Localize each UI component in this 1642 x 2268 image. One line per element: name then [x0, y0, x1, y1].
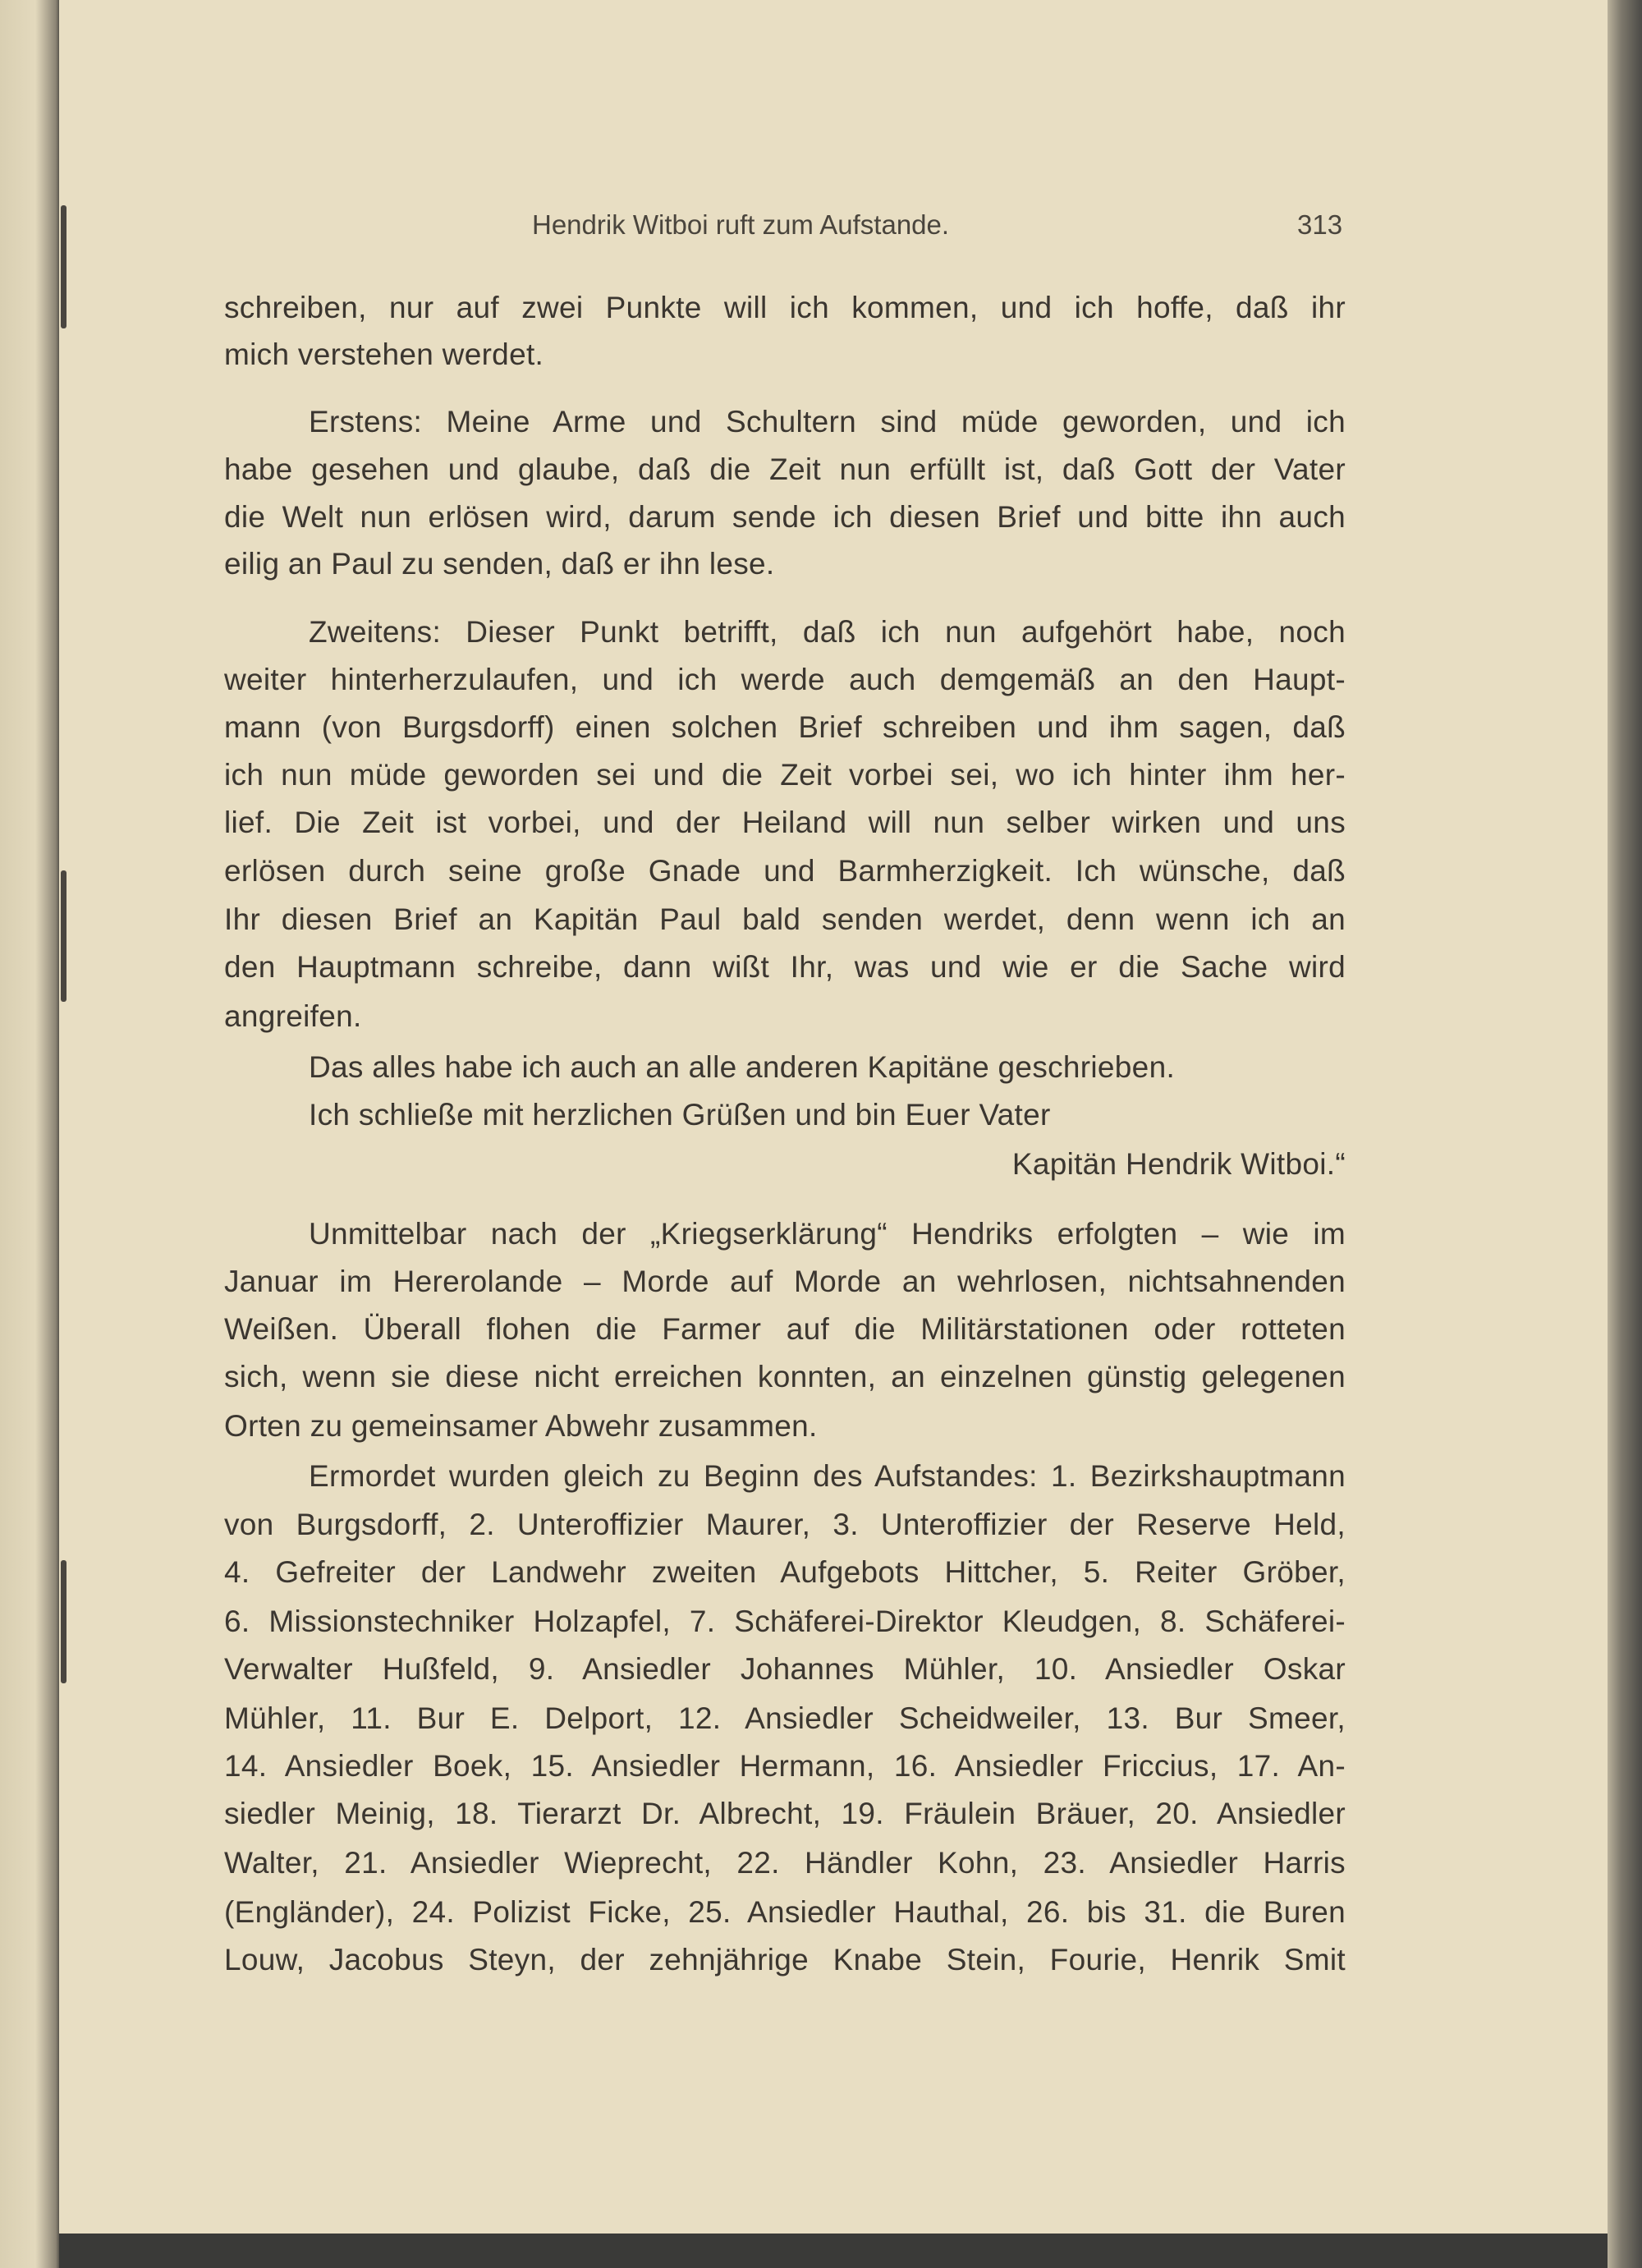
text-line: mich verstehen werdet.	[224, 337, 544, 371]
text-line: Ihr diesen Brief an Kapitän Paul bald senden werdet, denn wenn ich an	[224, 902, 1346, 936]
binding-edge	[0, 0, 59, 2268]
binding-mark	[61, 870, 67, 1002]
text-line: den Hauptmann schreibe, dann wißt Ihr, was und wie er die Sache wird	[224, 950, 1346, 984]
text-line: Walter, 21. Ansiedler Wieprecht, 22. Händler Kohn, 23. Ansiedler Harris	[224, 1846, 1346, 1880]
text-line: Mühler, 11. Bur E. Delport, 12. Ansiedler Scheidweiler, 13. Bur Smeer,	[224, 1701, 1346, 1735]
text-line: Orten zu gemeinsamer Abwehr zusammen.	[224, 1409, 818, 1443]
text-line: Weißen. Überall flohen die Farmer auf die Militärstationen oder rotteten	[224, 1312, 1346, 1346]
text-line: Unmittelbar nach der „Kriegserklärung“ Hendriks erfolgten – wie im	[309, 1217, 1346, 1251]
text-line: angreifen.	[224, 999, 362, 1033]
binding-mark	[61, 205, 67, 328]
text-line: 14. Ansiedler Boek, 15. Ansiedler Hermann, 16. Ansiedler Friccius, 17. An-	[224, 1749, 1346, 1783]
page-number: 313	[1297, 209, 1343, 240]
signature-line: Kapitän Hendrik Witboi.“	[1011, 1147, 1346, 1181]
text-line: (Engländer), 24. Polizist Ficke, 25. Ansiedler Hauthal, 26. bis 31. die Buren	[224, 1895, 1346, 1929]
text-line: siedler Meinig, 18. Tierarzt Dr. Albrecht, 19. Fräulein Bräuer, 20. Ansiedler	[224, 1797, 1346, 1830]
text-line: lief. Die Zeit ist vorbei, und der Heiland will nun selber wirken und uns	[224, 806, 1346, 839]
text-line: sich, wenn sie diese nicht erreichen konnten, an einzelnen günstig gelegenen	[224, 1360, 1346, 1393]
running-title: Hendrik Witboi ruft zum Aufstande.	[532, 209, 950, 240]
text-line: mann (von Burgsdorff) einen solchen Brief schreiben und ihm sagen, daß	[224, 710, 1346, 744]
text-line: habe gesehen und glaube, daß die Zeit nun erfüllt ist, daß Gott der Vater	[224, 452, 1346, 486]
text-line: Januar im Hererolande – Morde auf Morde an wehrlosen, nichtsahnenden	[224, 1265, 1346, 1298]
page-edge-shadow	[1608, 0, 1642, 2268]
text-line: eilig an Paul zu senden, daß er ihn lese.	[224, 547, 775, 581]
text-line: Erstens: Meine Arme und Schultern sind müde geworden, und ich	[309, 405, 1346, 438]
text-line: ich nun müde geworden sei und die Zeit vorbei sei, wo ich hinter ihm her-	[224, 758, 1346, 792]
text-line: Louw, Jacobus Steyn, der zehnjährige Knabe Stein, Fourie, Henrik Smit	[224, 1943, 1346, 1976]
text-line: von Burgsdorff, 2. Unteroffizier Maurer, 3. Unteroffizier der Reserve Held,	[224, 1508, 1346, 1541]
text-line: erlösen durch seine große Gnade und Barmherzigkeit. Ich wünsche, daß	[224, 854, 1346, 888]
text-line: 4. Gefreiter der Landwehr zweiten Aufgebots Hittcher, 5. Reiter Gröber,	[224, 1555, 1346, 1589]
text-line: 6. Missionstechniker Holzapfel, 7. Schäferei-Direktor Kleudgen, 8. Schäferei-	[224, 1605, 1346, 1638]
text-line: Ich schließe mit herzlichen Grüßen und bin Euer Vater	[309, 1098, 1051, 1132]
text-line: die Welt nun erlösen wird, darum sende ich diesen Brief und bitte ihn auch	[224, 500, 1346, 534]
binding-mark	[61, 1560, 67, 1683]
text-line: schreiben, nur auf zwei Punkte will ich kommen, und ich hoffe, daß ihr	[224, 291, 1346, 324]
text-line: Ermordet wurden gleich zu Beginn des Aufstandes: 1. Bezirkshauptmann	[309, 1459, 1346, 1493]
text-line: Das alles habe ich auch an alle anderen Kapitäne geschrieben.	[309, 1050, 1176, 1084]
text-line: weiter hinterherzulaufen, und ich werde auch demgemäß an den Haupt-	[224, 663, 1346, 696]
text-line: Zweitens: Dieser Punkt betrifft, daß ich nun aufgehört habe, noch	[309, 615, 1346, 649]
text-line: Verwalter Hußfeld, 9. Ansiedler Johannes Mühler, 10. Ansiedler Oskar	[224, 1652, 1346, 1686]
